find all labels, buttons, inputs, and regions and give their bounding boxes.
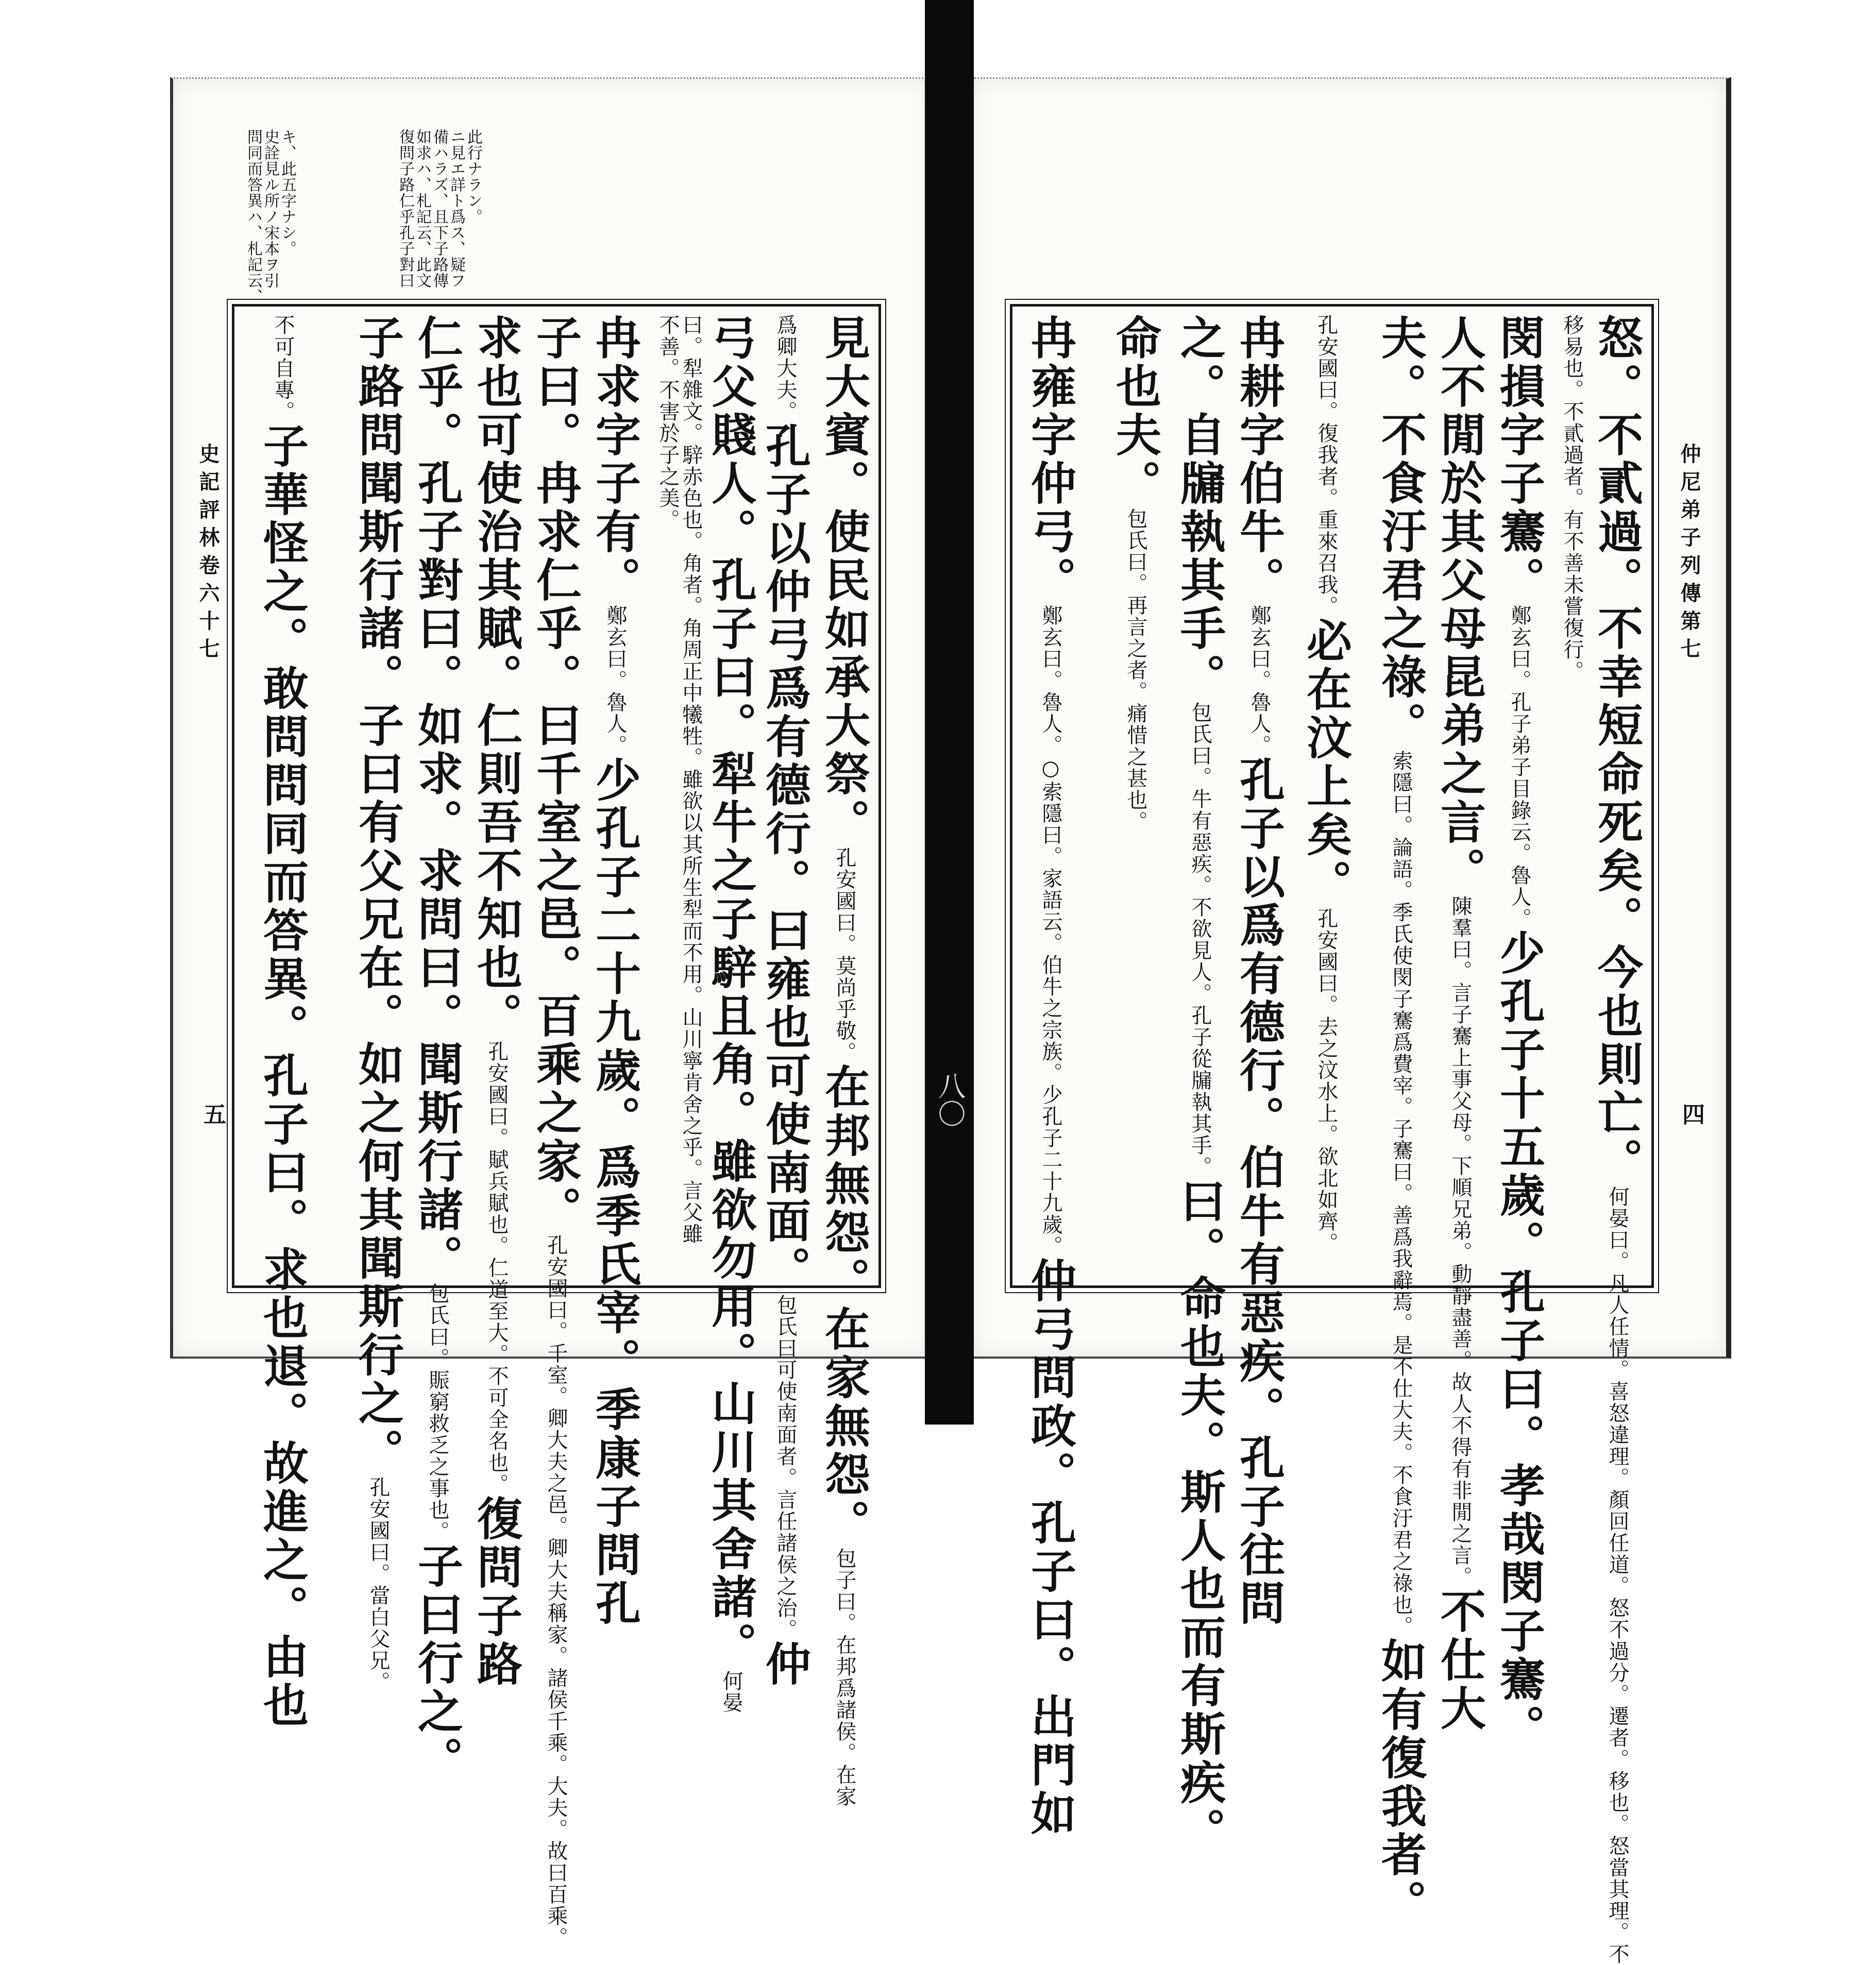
commentary: 何晏曰。凡人任情。喜怒違理。顏回任道。怒不過分。遷者。移也。怒當其理。不 [1605, 1186, 1629, 1965]
commentary: 不可自專。 [271, 314, 295, 422]
commentary: 包氏曰。牛有惡疾。不欲見人。孔子從牖執其手。 [1188, 702, 1212, 1178]
commentary: 鄭玄曰。孔子弟子目錄云。魯人。 [1508, 605, 1531, 929]
text-column [1024, 314, 1077, 1838]
main-text: 如有復我者。 [1374, 1637, 1428, 1928]
text-column [1591, 314, 1644, 1965]
main-text: 不仕大 [1433, 1588, 1487, 1733]
commentary: 孔安國曰。千室。卿大夫之邑。卿大夫稱家。諸侯千乘。大夫。故曰百乘。 [544, 1234, 568, 1949]
commentary: 鄭玄曰。魯人。 [1247, 605, 1271, 756]
text-column [1433, 314, 1487, 1733]
margin-note-line: 問同而答異ハ、札記云、 [244, 129, 262, 304]
main-text: 冉雍字仲弓。 [1024, 314, 1077, 605]
commentary: 包氏曰。賑窮救乏之事也。 [426, 1283, 449, 1543]
text-column [818, 314, 871, 1807]
margin-note-line: 此行ナラン。 [464, 129, 482, 225]
commentary: 孔安國曰。復我者。重來召我。 [1314, 314, 1338, 617]
main-text: 曰。命也夫。斯人也而有斯疾。 [1173, 1178, 1227, 1856]
main-text: 少孔子二十九歲。爲季氏宰。季康子問孔 [588, 756, 642, 1628]
commentary: 何晏 [719, 1670, 743, 1714]
main-text: 子曰行之。 [411, 1543, 464, 1785]
margin-note-line: 如求ハ、札記云、此文 [413, 129, 431, 289]
margin-note-left [244, 129, 296, 304]
text-column [704, 314, 758, 1714]
main-text: 子曰。冉求仁乎。曰千室之邑。百乘之家。 [529, 314, 583, 1234]
main-text: 夫。不食汙君之祿。 [1374, 314, 1428, 750]
commentary: 包氏曰可使南面者。言任諸侯之治。 [773, 1294, 797, 1640]
main-text: 孔子以爲有德行。伯牛有惡疾。孔子往問 [1232, 756, 1286, 1628]
commentary: 鄭玄曰。魯人。 [603, 605, 627, 756]
main-text: 少孔子十五歲。孔子曰。孝哉閔子騫。 [1493, 929, 1546, 1753]
text-column [1374, 314, 1428, 1928]
text-column [1561, 314, 1583, 1273]
gutter-page-number: 八〇 [934, 1072, 966, 1127]
text-column [1173, 314, 1227, 1856]
running-head-left: 史記評林卷六十七 [196, 443, 220, 666]
commentary: 移易也。不貳過者。有不善未嘗復行。 [1560, 314, 1584, 682]
main-text: 復問子路 [470, 1495, 523, 1689]
main-text: 怒。不貳過。不幸短命死矣。今也則亡。 [1591, 314, 1644, 1186]
text-column [256, 314, 310, 1730]
main-text: 命也夫。 [1109, 314, 1162, 508]
main-text: 子華怪之。敢問問同而答異。孔子曰。求也退。故進之。由也 [256, 422, 310, 1730]
margin-note-line: 復問子路仁乎孔子對曰 [396, 129, 414, 289]
commentary: 孔安國曰。當白父兄。 [366, 1477, 390, 1693]
text-column [588, 314, 642, 1628]
main-text: 仁乎。孔子對曰。如求。求問曰。聞斯行諸。 [411, 314, 464, 1283]
margin-note-line: キ、此五字ナシ。 [278, 129, 296, 257]
main-text: 子路問聞斯行諸。子曰有父兄在。如之何其聞斯行之。 [351, 314, 405, 1477]
main-text: 在邦無怨。在家無怨。 [818, 1063, 871, 1548]
text-column [411, 314, 464, 1785]
main-text: 之。自牖執其手。 [1173, 314, 1227, 702]
text-column [758, 314, 812, 1689]
main-text: 求也可使治其賦。仁則吾不知也。 [470, 314, 523, 1041]
margin-note-line: ニ見エ詳ト爲ス、疑フ [447, 129, 465, 289]
running-head-right: 仲尼弟子列傳第七 [1677, 443, 1701, 666]
folio-left: 五 [199, 1103, 226, 1125]
folio-right: 四 [1678, 1103, 1704, 1125]
margin-note-line: 備ハラズ、且下子路傳 [430, 129, 448, 289]
text-column [1232, 314, 1286, 1628]
commentary: 孔安國曰。賦兵賦也。仁道至大。不可全名也。 [485, 1041, 509, 1495]
text-column [657, 314, 679, 1273]
commentary: 包氏曰。再言之者。痛惜之甚也。 [1124, 508, 1147, 833]
commentary: 孔安國曰。莫尚乎敬。 [833, 847, 856, 1063]
commentary: 孔安國曰。去之汶水上。欲北如齊。 [1314, 908, 1338, 1254]
commentary: 包子曰。在邦爲諸侯。在家 [833, 1548, 856, 1807]
commentary: 爲卿大夫。 [773, 314, 797, 422]
commentary: 陳羣曰。言子騫上事父母。下順兄弟。動靜盡善。故人不得有非閒之言。 [1448, 895, 1472, 1588]
commentary: 不善。不害於子之美。 [656, 314, 680, 531]
text-column [1493, 314, 1546, 1753]
text-column [470, 314, 523, 1689]
text-column [351, 314, 405, 1693]
commentary: 索隱曰。論語。季氏使閔子騫爲費宰。子騫曰。善爲我辭焉。是不仕大夫。不食汙君之祿也。 [1389, 750, 1413, 1637]
commentary: 鄭玄曰。魯人。○索隱曰。家語云。伯牛之宗族。少孔子二十九歲。 [1039, 605, 1062, 1257]
main-text: 仲 [758, 1640, 812, 1689]
main-text: 冉求字子有。 [588, 314, 642, 605]
main-text: 見大賓。使民如承大祭。 [818, 314, 871, 847]
main-text: 孔子以仲弓爲有德行。曰雍也可使南面。 [758, 422, 812, 1294]
main-text: 閔損字子騫。 [1493, 314, 1546, 605]
text-column [680, 314, 702, 1273]
margin-note-line: 史詮見ル所ノ宋本ヲ引 [261, 129, 279, 289]
main-text: 仲弓問政。孔子曰。出門如 [1024, 1257, 1077, 1838]
book-gutter [925, 0, 974, 1425]
margin-note-right [397, 129, 482, 299]
text-column [1299, 314, 1353, 1273]
main-text: 必在汶上矣。 [1299, 617, 1353, 908]
main-text: 弓父賤人。孔子曰。犁牛之子騂且角。雖欲勿用。山川其舍諸。 [704, 314, 758, 1670]
main-text: 冉耕字伯牛。 [1232, 314, 1286, 605]
commentary: 曰。犁雜文。騂赤色也。角者。角周正中犧牲。雖欲以其所生犁而不用。山川寧肯舍之乎。言父雖 [679, 314, 703, 1245]
main-text: 人不閒於其父母昆弟之言。 [1433, 314, 1487, 895]
text-column [1109, 314, 1162, 1273]
text-column [529, 314, 583, 1949]
